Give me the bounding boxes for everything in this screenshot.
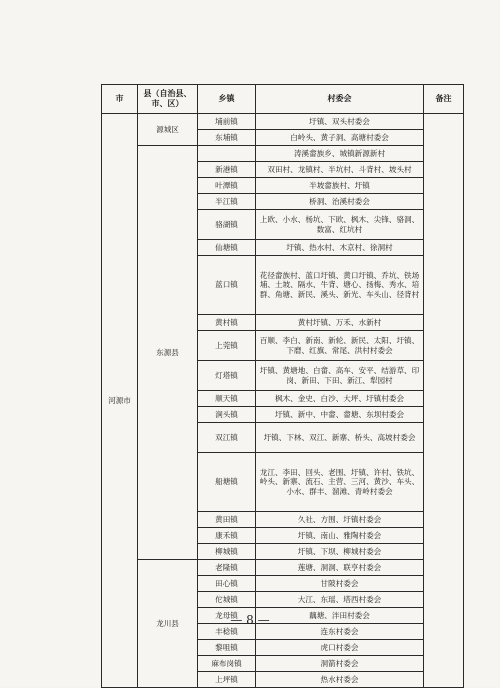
- header-villages: 村委会: [256, 85, 424, 114]
- town-cell: 田心镇: [198, 576, 256, 592]
- town-cell: 顺天镇: [198, 391, 256, 407]
- header-county: 县（自治县、市、区）: [138, 85, 198, 114]
- page-number: — 8 —: [230, 613, 270, 627]
- header-city: 市: [102, 85, 138, 114]
- villages-cell: 圩镇、热水村、木京村、徐洞村: [256, 240, 424, 256]
- town-cell: 黎咀镇: [198, 640, 256, 656]
- town-cell: 蓝口镇: [198, 256, 256, 315]
- town-cell: 叶潭镇: [198, 178, 256, 194]
- villages-cell: 黄村圩镇、万禾、水新村: [256, 315, 424, 331]
- villages-cell: 莲塘、洞洞、联亨村委会: [256, 560, 424, 576]
- villages-cell: 龙江、李田、回头、老围、圩镇、许村、铁坑、岭头、新寨、流石、主营、三河、黄沙、车头、小水、群丰、溜滩、青岭村委会: [256, 453, 424, 512]
- villages-cell: 热水村委会: [256, 672, 424, 688]
- town-cell: 新港镇: [198, 162, 256, 178]
- table-row: [102, 560, 464, 576]
- town-cell: 仙塘镇: [198, 240, 256, 256]
- villages-cell: 圩镇、南山、雅陶村委会: [256, 528, 424, 544]
- town-cell: 涧头镇: [198, 407, 256, 423]
- town-cell: 丰稔镇: [198, 624, 256, 640]
- villages-cell: 圩镇、双头村委会: [256, 114, 424, 130]
- town-cell: 麻布岗镇: [198, 656, 256, 672]
- villages-cell: 上欧、小水、杨坑、下欧、枫木、尖锋、骆洞、数富、红坑村: [256, 210, 424, 240]
- villages-cell: 圩镇、黄塘地、白畲、高车、安平、结游草、印岗、新田、下田、新江、犁园村: [256, 361, 424, 391]
- table-header-row: [102, 85, 464, 114]
- villages-cell: 白岭头、黄子洞、高塘村委会: [256, 130, 424, 146]
- remarks-cell: [424, 114, 464, 688]
- villages-cell: 花径畲族村、蓝口圩镇、黄口圩镇、乔坑、铁场埔、土坡、隔水、牛背、塘心、扬梅、秀水、培群、角塘、新民、溪头、新光、车头山、径背村: [256, 256, 424, 315]
- villages-cell: 半坡畲族村、圩镇: [256, 178, 424, 194]
- town-cell: 佗城镇: [198, 592, 256, 608]
- villages-cell: 百顺、李白、新南、新轮、新民、太阳、圩镇、下磨、红旗、常尾、洪村村委会: [256, 331, 424, 361]
- town-cell: 黄田镇: [198, 512, 256, 528]
- villages-cell: 大江、东瑶、塔西村委会: [256, 592, 424, 608]
- town-cell: 双江镇: [198, 423, 256, 453]
- villages-cell: 连东村委会: [256, 624, 424, 640]
- town-cell: 龙母镇: [198, 608, 256, 624]
- villages-cell: 洞箭村委会: [256, 656, 424, 672]
- table-row: [102, 114, 464, 130]
- town-cell: 老隆镇: [198, 560, 256, 576]
- town-cell: 骆湖镇: [198, 210, 256, 240]
- city-cell: 河源市: [102, 114, 138, 688]
- county-cell: 东源县: [138, 146, 198, 560]
- town-cell: 半江镇: [198, 194, 256, 210]
- town-cell: 上坪镇: [198, 672, 256, 688]
- villages-table: [101, 84, 464, 688]
- town-cell: 柳城镇: [198, 544, 256, 560]
- villages-cell: 虎口村委会: [256, 640, 424, 656]
- villages-cell: 甘陂村委会: [256, 576, 424, 592]
- header-town: 乡镇: [198, 85, 256, 114]
- villages-cell: 圩镇、下坝、柳城村委会: [256, 544, 424, 560]
- town-cell: 埔前镇: [198, 114, 256, 130]
- table-row: [102, 146, 464, 162]
- villages-cell: 双田村、龙镇村、半坑村、斗背村、坡头村: [256, 162, 424, 178]
- villages-cell: 涛溪畲族乡、城镇新源新村: [256, 146, 424, 162]
- town-cell: 东埔镇: [198, 130, 256, 146]
- town-cell: 黄村镇: [198, 315, 256, 331]
- town-cell: 康禾镇: [198, 528, 256, 544]
- villages-cell: 圩镇、新中、中畲、畲塘、东坝村委会: [256, 407, 424, 423]
- county-cell: 龙川县: [138, 560, 198, 688]
- town-cell: [198, 146, 256, 162]
- villages-cell: 藕塘、泮田村委会: [256, 608, 424, 624]
- villages-cell: 久社、方围、圩镇村委会: [256, 512, 424, 528]
- villages-cell: 圩镇、下林、双江、新寨、桥头、高坡村委会: [256, 423, 424, 453]
- villages-cell: 桥洞、治溪村委会: [256, 194, 424, 210]
- town-cell: 上莞镇: [198, 331, 256, 361]
- villages-cell: 枫木、金史、白沙、大坪、圩镇村委会: [256, 391, 424, 407]
- header-remarks: 备注: [424, 85, 464, 114]
- town-cell: 船塘镇: [198, 453, 256, 512]
- town-cell: 灯塔镇: [198, 361, 256, 391]
- county-cell: 源城区: [138, 114, 198, 146]
